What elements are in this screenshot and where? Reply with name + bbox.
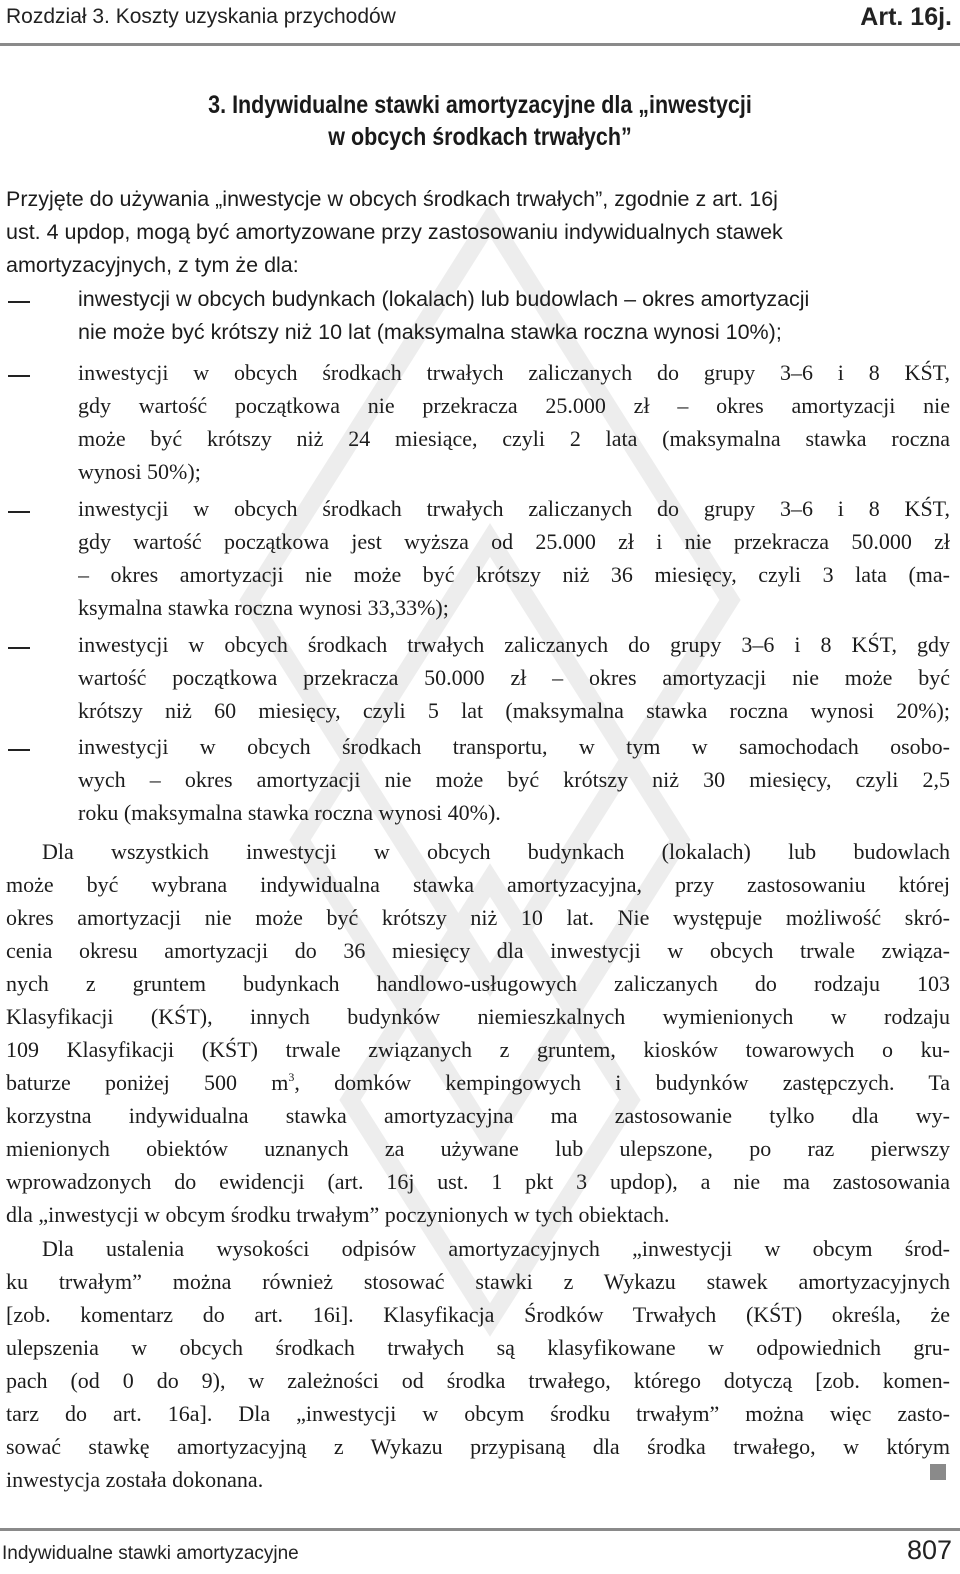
para2-line-2: ku trwałym” można również stosować stawki z Wykazu stawek amortyzacyjnych	[6, 1269, 950, 1294]
para1-line-10: mienionych obiektów uznanych za używane lub ulepszone, po raz pierwszy	[6, 1136, 950, 1161]
list-item-1-line-2: nie może być krótszy niż 10 lat (maksymalna stawka roczna wynosi 10%);	[78, 320, 782, 344]
footer-rule	[0, 1528, 960, 1531]
para2-line-1: Dla ustalenia wysokości odpisów amortyzacyjnych „inwestycji w obcym środ-	[42, 1236, 950, 1261]
intro-line-1: Przyjęte do używania „inwestycje w obcych środkach trwałych”, zgodnie z art. 16j	[6, 187, 778, 211]
list-item-3-line-3: – okres amortyzacji nie może być krótszy niż 36 miesięcy, czyli 3 lata (ma-	[78, 562, 950, 587]
para1-line-4: cenia okresu amortyzacji do 36 miesięcy dla inwestycji w obcych trwale związa-	[6, 938, 950, 963]
list-item-5-line-3: roku (maksymalna stawka roczna wynosi 40%).	[78, 800, 501, 825]
list-item-5-line-1: inwestycji w obcych środkach transportu, w tym w samochodach osobo-	[78, 734, 950, 759]
para2-line-7: sować stawkę amortyzacyjną z Wykazu przypisaną dla środka trwałego, w którym	[6, 1434, 950, 1459]
list-item-3-line-2: gdy wartość początkowa jest wyższa od 25.000 zł i nie przekracza 50.000 zł	[78, 529, 950, 554]
para2-line-4: ulepszenia w obcych środkach trwałych są klasyfikowane w odpowiednich gru-	[6, 1335, 950, 1360]
para1-line-11: wprowadzonych do ewidencji (art. 16j ust. 1 pkt 3 updop), a nie ma zastosowania	[6, 1169, 950, 1194]
list-item-2-line-4: wynosi 50%);	[78, 459, 201, 484]
list-item-2-line-3: może być krótszy niż 24 miesiące, czyli 2 lata (maksymalna stawka roczna	[78, 426, 950, 451]
para1-line-9: korzystna indywidualna stawka amortyzacyjna ma zastosowanie tylko dla wy-	[6, 1103, 950, 1128]
end-of-section-mark	[930, 1464, 946, 1480]
list-item-3-line-1: inwestycji w obcych środkach trwałych zaliczanych do grupy 3–6 i 8 KŚT,	[78, 496, 950, 521]
list-dash	[8, 375, 30, 377]
chapter-header: Rozdział 3. Koszty uzyskania przychodów	[6, 5, 396, 28]
footer-running-title: Indywidualne stawki amortyzacyjne	[2, 1543, 299, 1564]
list-dash	[8, 511, 30, 513]
list-item-4-line-1: inwestycji w obcych środkach trwałych zaliczanych do grupy 3–6 i 8 KŚT, gdy	[78, 632, 950, 657]
list-item-4-line-2: wartość początkowa przekracza 50.000 zł – okres amortyzacji nie może być	[78, 665, 950, 690]
list-item-3-line-4: ksymalna stawka roczna wynosi 33,33%);	[78, 595, 449, 620]
article-header: Art. 16j.	[860, 3, 952, 31]
para2-line-8: inwestycja została dokonana.	[6, 1467, 264, 1492]
superscript-cubic: 3	[288, 1070, 295, 1084]
para1-line-6: Klasyfikacji (KŚT), innych budynków niemieszkalnych wymienionych w rodzaju	[6, 1004, 950, 1029]
para1-line-5: nych z gruntem budynkach handlowo-usługowych zaliczanych do rodzaju 103	[6, 971, 950, 996]
list-dash	[8, 301, 30, 303]
para1-line-2: może być wybrana indywidualna stawka amortyzacyjna, przy zastosowaniu której	[6, 872, 950, 897]
para1-line-3: okres amortyzacji nie może być krótszy niż 10 lat. Nie występuje możliwość skró-	[6, 905, 950, 930]
page-number: 807	[906, 1535, 952, 1565]
section-title-line-1: 3. Indywidualne stawki amortyzacyjne dla „inwestycji	[208, 91, 752, 119]
list-item-5-line-2: wych – okres amortyzacji nie może być krótszy niż 30 miesięcy, czyli 2,5	[78, 767, 950, 792]
para2-line-5: pach (od 0 do 9), w zależności od środka trwałego, którego dotyczą [zob. komen-	[6, 1368, 950, 1393]
para1-line-8-start: baturze poniżej 500 m	[6, 1070, 289, 1095]
para2-line-6: tarz do art. 16a]. Dla „inwestycji w obcym środku trwałym” można więc zasto-	[6, 1401, 950, 1426]
para1-line-8-end: , domków kempingowych i budynków zastępczych. Ta	[294, 1070, 950, 1095]
list-item-2-line-2: gdy wartość początkowa nie przekracza 25.000 zł – okres amortyzacji nie	[78, 393, 950, 418]
para1-line-1: Dla wszystkich inwestycji w obcych budynkach (lokalach) lub budowlach	[42, 839, 950, 864]
intro-line-2: ust. 4 updop, mogą być amortyzowane przy zastosowaniu indywidualnych stawek	[6, 220, 783, 244]
intro-line-3: amortyzacyjnych, z tym że dla:	[6, 253, 299, 277]
list-dash	[8, 749, 30, 751]
para1-line-7: 109 Klasyfikacji (KŚT) trwale związanych z gruntem, kiosków towarowych o ku-	[6, 1037, 950, 1062]
list-item-1-line-1: inwestycji w obcych budynkach (lokalach) lub budowlach – okres amortyzacji	[78, 287, 810, 311]
para2-line-3: [zob. komentarz do art. 16i]. Klasyfikacja Środków Trwałych (KŚT) określa, że	[6, 1302, 950, 1327]
list-dash	[8, 647, 30, 649]
list-item-2-line-1: inwestycji w obcych środkach trwałych zaliczanych do grupy 3–6 i 8 KŚT,	[78, 360, 950, 385]
header-rule	[0, 43, 960, 46]
list-item-4-line-3: krótszy niż 60 miesięcy, czyli 5 lat (maksymalna stawka roczna wynosi 20%);	[78, 698, 950, 723]
section-title-line-2: w obcych środkach trwałych”	[328, 123, 632, 151]
para1-line-8	[6, 1070, 950, 1096]
para1-line-12: dla „inwestycji w obcym środku trwałym” poczynionych w tych obiektach.	[6, 1202, 670, 1227]
